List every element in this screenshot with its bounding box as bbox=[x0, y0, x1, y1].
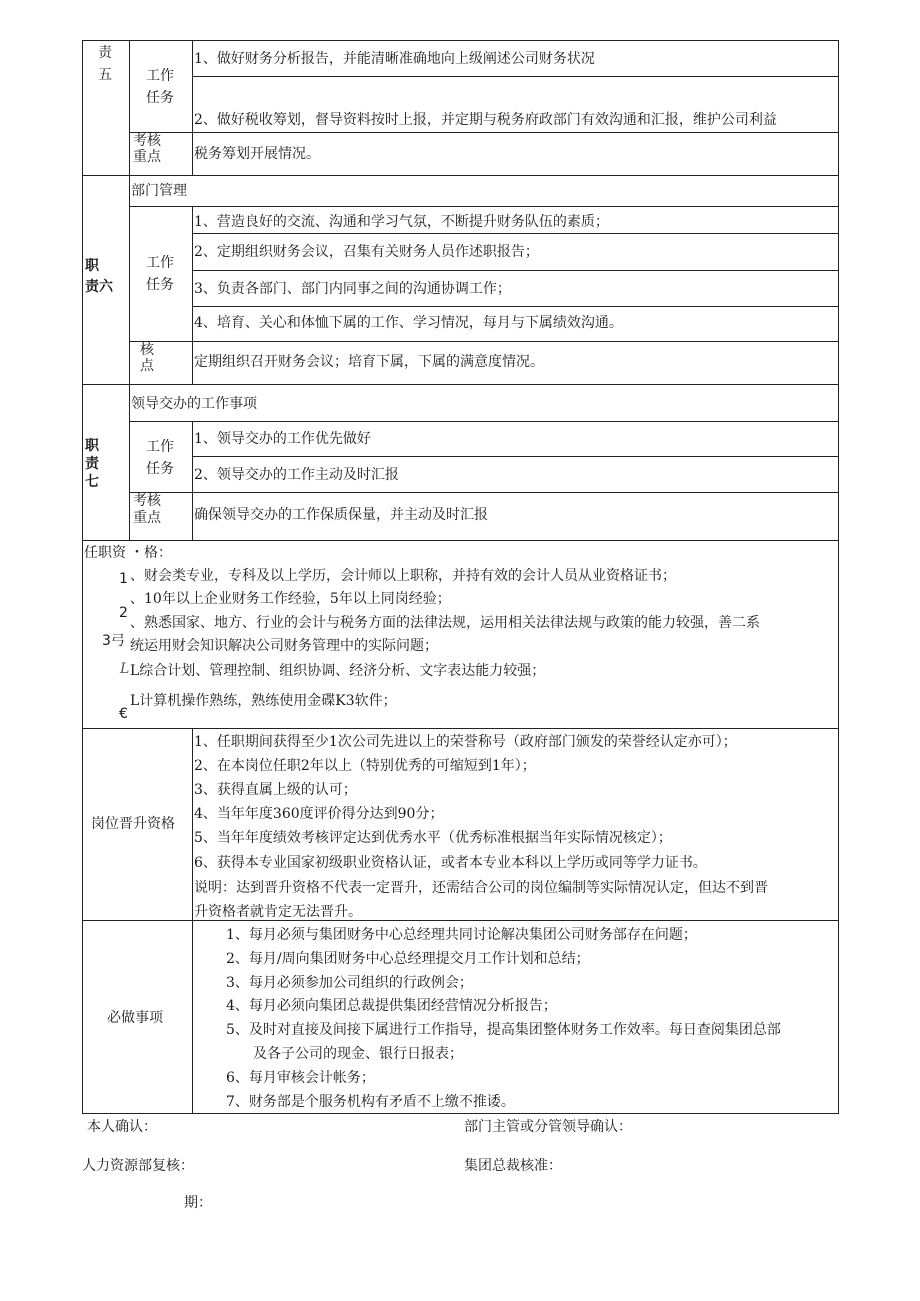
r7-label-b: 责 bbox=[85, 456, 99, 472]
r6-top bbox=[82, 175, 839, 176]
r6-task-divider-1 bbox=[192, 233, 839, 234]
r6-task-3: 3、负责各部门、部门内同事之间的沟通协调工作； bbox=[194, 281, 511, 297]
qual-line-6: L计算机操作熟练，熟练使用金碟K3软件； bbox=[130, 693, 397, 709]
r5-key-text: 税务筹划开展情况。 bbox=[194, 146, 320, 162]
r5-key-label-b: 重点 bbox=[133, 149, 161, 165]
table-border-right bbox=[838, 40, 839, 1113]
qual-marker-2: 2 bbox=[119, 605, 128, 621]
r6-key-text: 定期组织召开财务会议；培育下属，下属的满意度情况。 bbox=[194, 354, 544, 370]
qual-label: 任职资 bbox=[84, 545, 126, 561]
promo-label: 岗位晋升资格 bbox=[91, 816, 175, 832]
r7-key-text: 确保领导交办的工作保质保量，并主动及时汇报 bbox=[194, 507, 488, 523]
qual-line-1: 、财会类专业，专科及以上学历，会计师以上职称，并持有效的会计人员从业资格证书； bbox=[130, 568, 676, 584]
qual-line-5: L综合计划、管理控制、组织协调、经济分析、文字表达能力较强； bbox=[130, 663, 546, 679]
r7-top bbox=[82, 384, 839, 385]
sign-date: 期： bbox=[184, 1195, 212, 1211]
promo-top bbox=[82, 728, 839, 729]
r6-key-divider bbox=[129, 341, 839, 342]
r5-label-b: 五 bbox=[98, 67, 112, 83]
must-item-2: 2、每月/周向集团财务中心总经理提交月工作计划和总结； bbox=[226, 951, 590, 967]
r7-key-label-a: 考核 bbox=[133, 493, 161, 509]
must-item-3: 3、每月必须参加公司组织的行政例会； bbox=[226, 975, 473, 991]
r6-task-2: 2、定期组织财务会议，召集有关财务人员作述职报告； bbox=[194, 244, 539, 260]
table-border-top bbox=[82, 40, 839, 41]
task-col-divider-r5 bbox=[192, 40, 193, 175]
must-item-5-cont: 及各子公司的现金、银行日报表； bbox=[253, 1046, 463, 1062]
must-item-1: 1、每月必须与集团财务中心总经理共同讨论解决集团公司财务部存在问题； bbox=[226, 927, 697, 943]
must-item-5: 5、及时对直接及间接下属进行工作指导，提高集团整体财务工作效率。每日查阅集团总部 bbox=[226, 1022, 781, 1038]
r6-task-label-a: 工作 bbox=[146, 255, 174, 271]
promo-note-2: 升资格者就肯定无法晋升。 bbox=[194, 904, 362, 920]
must-item-7: 7、财务部是个服务机构有矛盾不上缴不推诿。 bbox=[226, 1094, 515, 1110]
promo-item-4: 4、当年年度360度评价得分达到90分； bbox=[194, 806, 444, 822]
qual-marker-3: 3弓 bbox=[102, 633, 125, 649]
r5-task-label-b: 任务 bbox=[146, 90, 174, 106]
r5-key-divider bbox=[129, 132, 839, 133]
r7-task-label-b: 任务 bbox=[146, 461, 174, 477]
promo-item-1: 1、任职期间获得至少1次公司先进以上的荣誉称号（政府部门颁发的荣誉经认定亦可）； bbox=[194, 734, 737, 750]
r6-task-4: 4、培育、关心和体恤下属的工作、学习情况，每月与下属绩效沟通。 bbox=[194, 315, 623, 331]
r6-label-a: 职 bbox=[85, 258, 99, 274]
promo-item-6: 6、获得本专业国家初级职业资格认证，或者本专业本科以上学历或同等学力证书。 bbox=[194, 855, 707, 871]
r7-label-c: 七 bbox=[85, 474, 99, 490]
promo-item-2: 2、在本岗位任职2年以上（特别优秀的可缩短到1年）； bbox=[194, 758, 536, 774]
qual-line-4: 统运用财会知识解决公司财务管理中的实际问题； bbox=[130, 638, 438, 654]
promo-note-1: 说明：达到晋升资格不代表一定晋升，还需结合公司的岗位编制等实际情况认定，但达不到晋 bbox=[194, 880, 768, 896]
qual-top bbox=[82, 540, 839, 541]
r5-task-1: 1、做好财务分析报告，并能清晰准确地向上级阐述公司财务状况 bbox=[194, 51, 595, 67]
label-col-divider bbox=[129, 40, 130, 540]
must-item-4: 4、每月必须向集团总裁提供集团经营情况分析报告； bbox=[226, 998, 557, 1014]
r5-task-divider bbox=[192, 76, 839, 77]
qual-marker-1: 1 bbox=[119, 571, 128, 587]
r7-task-label-a: 工作 bbox=[146, 439, 174, 455]
r6-label-b: 责六 bbox=[85, 279, 113, 295]
r5-label-a: 责 bbox=[98, 45, 112, 61]
qual-head: ・格： bbox=[130, 545, 172, 561]
r7-task-1: 1、领导交办的工作优先做好 bbox=[194, 431, 371, 447]
r6-title: 部门管理 bbox=[131, 183, 187, 199]
r5-task-2: 2、做好税收筹划，督导资料按时上报，并定期与税务府政部门有效沟通和汇报，维护公司利益 bbox=[194, 112, 777, 128]
r6-key-label-a: 核 bbox=[140, 342, 154, 358]
r7-title: 领导交办的工作事项 bbox=[131, 396, 257, 412]
sign-self: 本人确认： bbox=[87, 1119, 157, 1135]
r6-task-divider-3 bbox=[192, 306, 839, 307]
sign-ceo: 集团总裁核准： bbox=[464, 1158, 562, 1174]
qual-line-2: 、10年以上企业财务工作经验，5年以上同岗经验； bbox=[130, 591, 451, 607]
r7-key-label-b: 重点 bbox=[133, 510, 161, 526]
r7-label-a: 职 bbox=[85, 438, 99, 454]
must-label: 必做事项 bbox=[107, 1010, 163, 1026]
r6-task-1: 1、营造良好的交流、沟通和学习气氛，不断提升财务队伍的素质； bbox=[194, 214, 609, 230]
qual-marker-4: L bbox=[120, 661, 130, 677]
r6-task-label-b: 任务 bbox=[146, 277, 174, 293]
r5-key-label-a: 考核 bbox=[133, 133, 161, 149]
r6-task-divider-2 bbox=[192, 270, 839, 271]
qual-line-3: 、熟悉国家、地方、行业的会计与税务方面的法律法规，运用相关法律法规与政策的能力较强，善二系 bbox=[130, 615, 760, 631]
r7-key-divider bbox=[129, 492, 839, 493]
must-item-6: 6、每月审核会计帐务； bbox=[226, 1070, 375, 1086]
promo-item-5: 5、当年年度绩效考核评定达到优秀水平（优秀标准根据当年实际情况核定）； bbox=[194, 830, 672, 846]
table-border-bottom bbox=[82, 1113, 839, 1114]
r6-title-divider bbox=[129, 206, 839, 207]
qual-marker-5: € bbox=[119, 706, 128, 722]
r6-key-label-b: 点 bbox=[140, 358, 154, 374]
sign-dept: 部门主管或分管领导确认： bbox=[464, 1119, 632, 1135]
r7-task-divider bbox=[192, 456, 839, 457]
r7-task-2: 2、领导交办的工作主动及时汇报 bbox=[194, 467, 399, 483]
promo-item-3: 3、获得直属上级的认可； bbox=[194, 782, 357, 798]
r5-task-label-a: 工作 bbox=[146, 68, 174, 84]
sign-hr: 人力资源部复核： bbox=[82, 1158, 194, 1174]
r7-title-divider bbox=[129, 421, 839, 422]
table-border-left bbox=[82, 40, 83, 1113]
task-col-divider-r7 bbox=[192, 421, 193, 540]
